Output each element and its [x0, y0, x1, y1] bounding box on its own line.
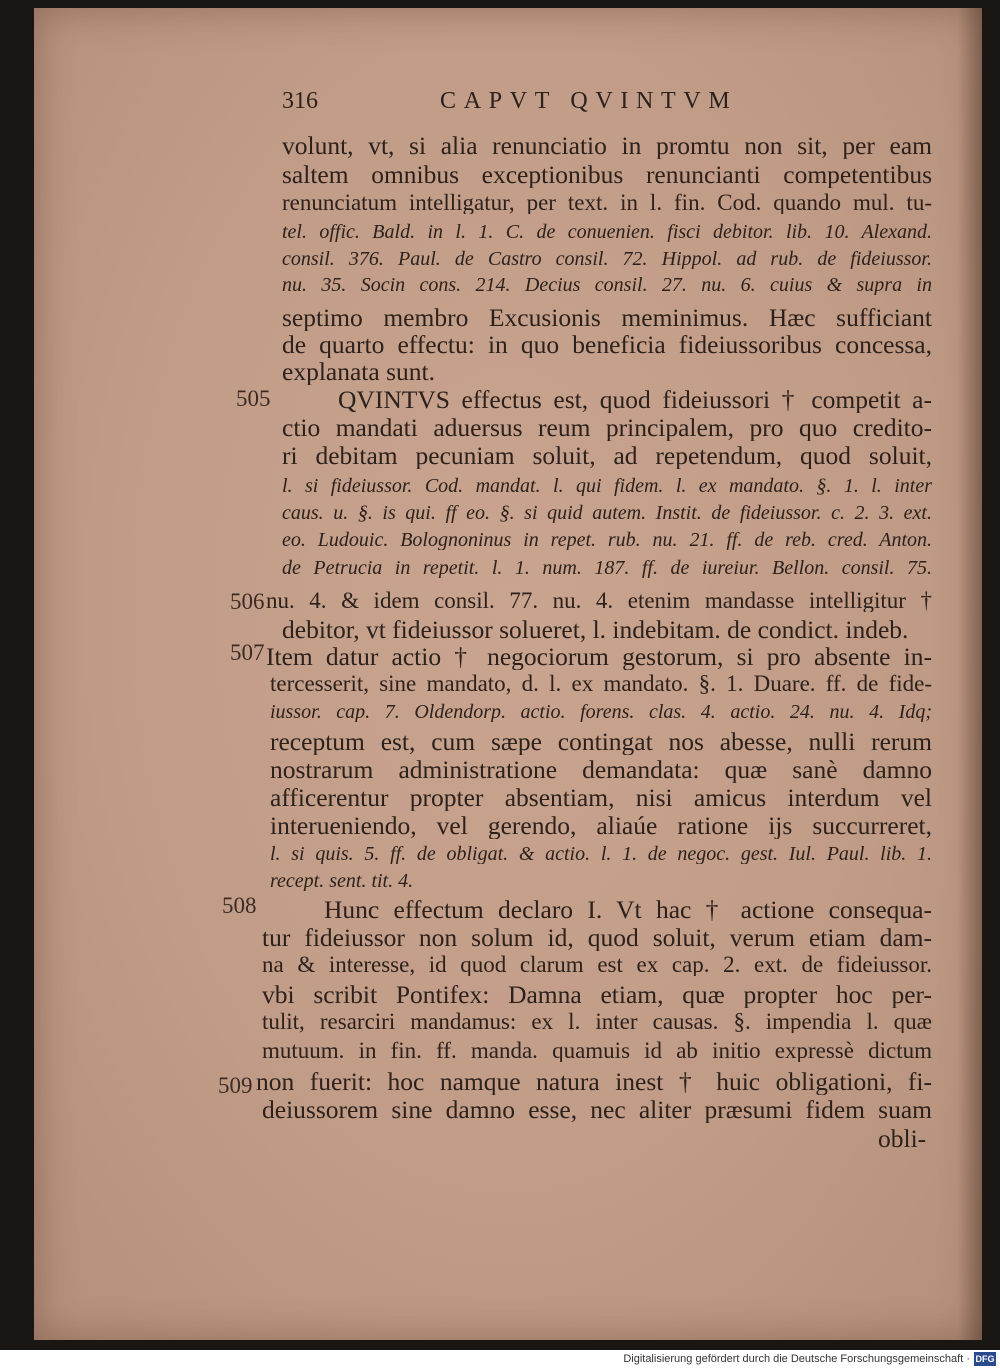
- text-line: caus. u. §. is qui. ff eo. §. si quid autem. Instit. de fideiussor. c. 2. 3. ext.: [282, 503, 932, 523]
- text-line: nu. 35. Socin cons. 214. Decius consil. 27. nu. 6. cuius & supra in: [282, 275, 932, 295]
- text-line: ctio mandati aduersus reum principalem, pro quo credito-: [282, 415, 932, 441]
- running-title: CAPVT QVINTVM: [440, 88, 738, 114]
- text-line: nu. 4. & idem consil. 77. nu. 4. etenim mandasse intelligitur †: [266, 589, 932, 612]
- text-line: na & interesse, id quod clarum est ex cap. 2. ext. de fideiussor.: [262, 953, 932, 976]
- text-line: septimo membro Excusionis meminimus. Hæc sufficiant: [282, 305, 932, 331]
- margin-number: 509: [218, 1073, 253, 1098]
- footer-credit: Digitalisierung gefördert durch die Deutsche Forschungsgemeinschaft ·: [623, 1353, 970, 1365]
- text-line: eo. Ludouic. Bolognoninus in repet. rub. nu. 21. ff. de reb. cred. Anton.: [282, 530, 932, 550]
- text-line: saltem omnibus exceptionibus renuncianti competentibus: [282, 162, 932, 188]
- margin-number: 507: [230, 640, 265, 665]
- text-line: consil. 376. Paul. de Castro consil. 72. Hippol. ad rub. de fideiussor.: [282, 249, 932, 269]
- text-line: l. si fideiussor. Cod. mandat. l. qui fidem. l. ex mandato. §. 1. l. inter: [282, 476, 932, 496]
- text-line: receptum est, cum sæpe contingat nos abesse, nulli rerum: [270, 729, 932, 755]
- margin-number: 508: [222, 893, 257, 918]
- text-line: debitor, vt fideiussor solueret, l. indebitam. de condict. indeb.: [282, 617, 909, 643]
- margin-number: 506: [230, 589, 265, 614]
- dfg-logo: DFG: [975, 1354, 995, 1364]
- footer-bar: [0, 1350, 1000, 1371]
- text-line: l. si quis. 5. ff. de obligat. & actio. l. 1. de negoc. gest. Iul. Paul. lib. 1.: [270, 844, 932, 864]
- text-line: ri debitam pecuniam soluit, ad repetendum, quod soluit,: [282, 443, 932, 469]
- text-line: tercesserit, sine mandato, d. l. ex mandato. §. 1. Duare. ff. de fide-: [270, 672, 932, 695]
- text-line: iussor. cap. 7. Oldendorp. actio. forens. clas. 4. actio. 24. nu. 4. Idq;: [270, 702, 932, 722]
- text-line: nostrarum administratione demandata: quæ sanè damno: [270, 757, 932, 783]
- page-number: 316: [282, 88, 318, 114]
- margin-number: 505: [236, 386, 271, 411]
- text-line: mutuum. in fin. ff. manda. quamuis id ab initio expressè dictum: [262, 1039, 932, 1062]
- text-line: QVINTVS effectus est, quod fideiussori † competit a-: [338, 387, 932, 413]
- text-line: tulit, resarciri mandamus: ex l. inter causas. §. impendia l. quæ: [262, 1010, 932, 1033]
- text-line: explanata sunt.: [282, 359, 435, 385]
- page-edge-shadow: [958, 8, 982, 1340]
- text-line: recept. sent. tit. 4.: [270, 871, 414, 891]
- text-line: afficerentur propter absentiam, nisi amicus interdum vel: [270, 785, 932, 811]
- text-line: de Petrucia in repetit. l. 1. num. 187. ff. de iureiur. Bellon. consil. 75.: [282, 558, 932, 578]
- catchword: obli-: [878, 1126, 927, 1152]
- text-line: tur fideiussor non solum id, quod soluit, verum etiam dam-: [262, 925, 932, 951]
- text-line: vbi scribit Pontifex: Damna etiam, quæ propter hoc per-: [262, 982, 932, 1008]
- text-line: Hunc effectum declaro I. Vt hac † actione consequa-: [324, 897, 932, 923]
- text-line: renunciatum intelligatur, per text. in l. fin. Cod. quando mul. tu-: [282, 191, 932, 214]
- text-line: Item datur actio † negociorum gestorum, si pro absente in-: [266, 644, 932, 670]
- text-line: non fuerit: hoc namque natura inest † huic obligationi, fi-: [256, 1069, 932, 1095]
- text-line: tel. offic. Bald. in l. 1. C. de conuenien. fisci debitor. lib. 10. Alexand.: [282, 222, 932, 242]
- text-line: deiussorem sine damno esse, nec aliter præsumi fidem suam: [262, 1097, 932, 1123]
- text-line: volunt, vt, si alia renunciatio in promtu non sit, per eam: [282, 133, 932, 159]
- text-line: interueniendo, vel gerendo, aliaúe ratione ijs succurreret,: [270, 813, 932, 839]
- text-line: de quarto effectu: in quo beneficia fideiussoribus concessa,: [282, 332, 932, 358]
